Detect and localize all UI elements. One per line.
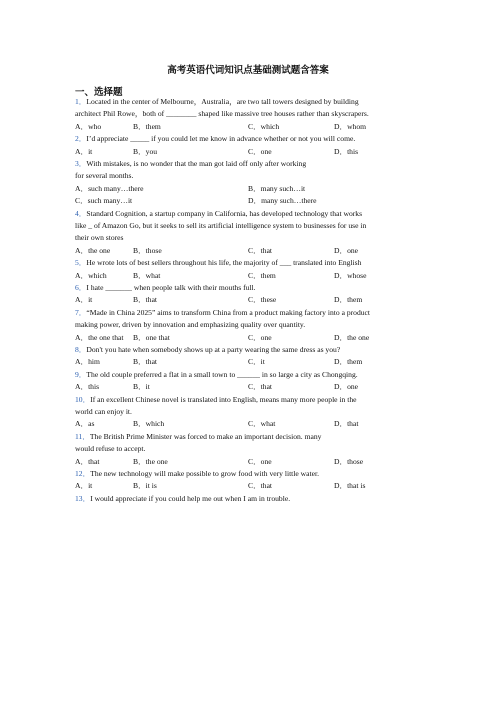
question-text: Don't you hate when somebody shows up at a party wearing the same dress as you? bbox=[86, 345, 341, 354]
question-13-line bbox=[75, 494, 290, 504]
option-a[interactable]: A．it bbox=[75, 146, 93, 156]
question-number: 2． bbox=[75, 134, 87, 144]
question-text: I hate _______ when people talk with their mouths full. bbox=[86, 283, 256, 292]
option-d[interactable]: D．many such…there bbox=[248, 196, 317, 206]
question-3-line bbox=[75, 159, 306, 169]
option-b[interactable]: B．what bbox=[133, 270, 161, 280]
question-number: 3． bbox=[75, 159, 87, 168]
option-b[interactable]: B．those bbox=[133, 245, 162, 255]
option-d[interactable]: D．them bbox=[334, 357, 363, 367]
option-c[interactable]: C．what bbox=[248, 419, 276, 429]
option-a[interactable]: A．that bbox=[75, 456, 100, 466]
option-d[interactable]: D．whom bbox=[334, 121, 367, 131]
question-11-line bbox=[75, 432, 321, 442]
question-text: I’d appreciate _____ if you could let me know in advance whether or not you will come. bbox=[86, 134, 356, 144]
option-c[interactable]: C．that bbox=[248, 382, 273, 392]
option-c[interactable]: C．it bbox=[248, 357, 265, 367]
question-text: I would appreciate if you could help me out when I am in trouble. bbox=[90, 493, 291, 503]
option-d[interactable]: D．that bbox=[334, 419, 359, 429]
question-6-line bbox=[75, 283, 256, 293]
question-text: “Made in China 2025” aims to transform China from a product making factory into a product bbox=[86, 307, 371, 317]
option-b[interactable]: B．that bbox=[133, 295, 158, 305]
question-text: The new technology will make possible to grow food with very little water. bbox=[90, 469, 320, 478]
option-a[interactable]: A．the one that bbox=[75, 332, 124, 342]
question-4-line bbox=[75, 221, 366, 231]
question-text: The British Prime Minister was forced to make an important decision. many bbox=[89, 431, 322, 441]
option-b[interactable]: B．the one bbox=[133, 456, 168, 466]
question-number: 12． bbox=[75, 469, 91, 478]
option-d[interactable]: D．those bbox=[334, 456, 364, 466]
option-c[interactable]: C．these bbox=[248, 295, 277, 305]
option-d[interactable]: D．the one bbox=[334, 332, 370, 342]
question-10-line bbox=[75, 407, 132, 417]
question-number: 9． bbox=[75, 369, 87, 379]
option-a[interactable]: A．such many…there bbox=[75, 183, 144, 193]
question-text: With mistakes, is no wonder that the man got laid off only after working bbox=[86, 159, 307, 168]
option-c[interactable]: C．which bbox=[248, 121, 280, 131]
question-text: making power, driven by innovation and emphasizing quality over quantity. bbox=[75, 320, 306, 330]
question-2-line bbox=[75, 134, 355, 144]
question-9-line bbox=[75, 370, 358, 380]
option-d[interactable]: D．this bbox=[334, 146, 359, 156]
question-7-line bbox=[75, 308, 370, 318]
question-1-line bbox=[75, 109, 369, 119]
question-number: 6． bbox=[75, 283, 87, 292]
option-d[interactable]: D．whose bbox=[334, 270, 367, 280]
question-11-line bbox=[75, 444, 145, 454]
option-c[interactable]: C．one bbox=[248, 332, 272, 342]
option-c[interactable]: C．that bbox=[248, 481, 273, 491]
option-a[interactable]: A．the one bbox=[75, 245, 111, 255]
option-b[interactable]: B．that bbox=[133, 357, 158, 367]
question-4-line bbox=[75, 233, 124, 243]
question-1-line bbox=[75, 97, 359, 107]
question-number: 5． bbox=[75, 258, 87, 268]
option-d[interactable]: D．them bbox=[334, 295, 363, 305]
question-number: 7． bbox=[75, 307, 87, 317]
option-a[interactable]: A．him bbox=[75, 357, 100, 367]
question-text: The old couple preferred a flat in a small town to ______ in so large a city as Chongqing. bbox=[86, 369, 358, 379]
question-text: Standard Cognition, a startup company in California, has developed technology that works bbox=[86, 208, 363, 218]
question-number: 13． bbox=[75, 493, 91, 503]
option-b[interactable]: B．it bbox=[133, 382, 150, 392]
question-number: 4． bbox=[75, 208, 87, 218]
question-7-line bbox=[75, 320, 305, 330]
option-c[interactable]: C．such many…it bbox=[75, 196, 133, 206]
question-number: 10． bbox=[75, 394, 91, 404]
question-text: for several months. bbox=[75, 171, 134, 181]
option-d[interactable]: D．one bbox=[334, 382, 359, 392]
question-4-line bbox=[75, 209, 362, 219]
question-text: He wrote lots of best sellers throughout his life, the majority of ___ translated into English bbox=[86, 258, 362, 268]
option-c[interactable]: C．one bbox=[248, 456, 272, 466]
option-b[interactable]: B．one that bbox=[133, 332, 170, 342]
question-number: 8． bbox=[75, 345, 87, 354]
option-b[interactable]: B．them bbox=[133, 121, 161, 131]
option-d[interactable]: D．one bbox=[334, 245, 359, 255]
question-text: like _ of Amazon Go, but it seeks to sell its artificial intelligence system to businesses for use in bbox=[75, 221, 367, 230]
question-text: Located in the center of Melbourne，Australia，are two tall towers designed by building bbox=[86, 97, 359, 106]
option-a[interactable]: A．as bbox=[75, 419, 95, 429]
option-c[interactable]: C．them bbox=[248, 270, 276, 280]
option-c[interactable]: C．one bbox=[248, 146, 272, 156]
option-b[interactable]: B．which bbox=[133, 419, 165, 429]
question-5-line bbox=[75, 258, 361, 268]
question-text: If an excellent Chinese novel is translated into English, means many more people in the bbox=[90, 394, 357, 404]
option-a[interactable]: A．which bbox=[75, 270, 107, 280]
question-text: architect Phil Rowe，both of ________ shaped like massive tree houses rather than skyscrapers. bbox=[75, 109, 369, 119]
question-text: their own stores bbox=[75, 233, 124, 243]
question-8-line bbox=[75, 345, 340, 355]
question-10-line bbox=[75, 395, 357, 405]
option-c[interactable]: C．that bbox=[248, 245, 273, 255]
question-number: 11． bbox=[75, 431, 90, 441]
option-a[interactable]: A．it bbox=[75, 295, 93, 305]
option-b[interactable]: B．it is bbox=[133, 481, 157, 491]
option-a[interactable]: A．it bbox=[75, 481, 93, 491]
question-number: 1． bbox=[75, 97, 87, 106]
page-title: 高考英语代词知识点基础测试题含答案 bbox=[167, 66, 329, 76]
option-b[interactable]: B．you bbox=[133, 146, 158, 156]
option-d[interactable]: D．that is bbox=[334, 481, 366, 491]
option-a[interactable]: A．who bbox=[75, 121, 102, 131]
option-a[interactable]: A．this bbox=[75, 382, 100, 392]
option-b[interactable]: B．many such…it bbox=[248, 183, 306, 193]
question-12-line bbox=[75, 469, 319, 479]
question-text: would refuse to accept. bbox=[75, 444, 146, 454]
section-heading: 一、选择题 bbox=[75, 88, 123, 98]
question-text: world can enjoy it. bbox=[75, 407, 132, 416]
question-3-line bbox=[75, 171, 133, 181]
